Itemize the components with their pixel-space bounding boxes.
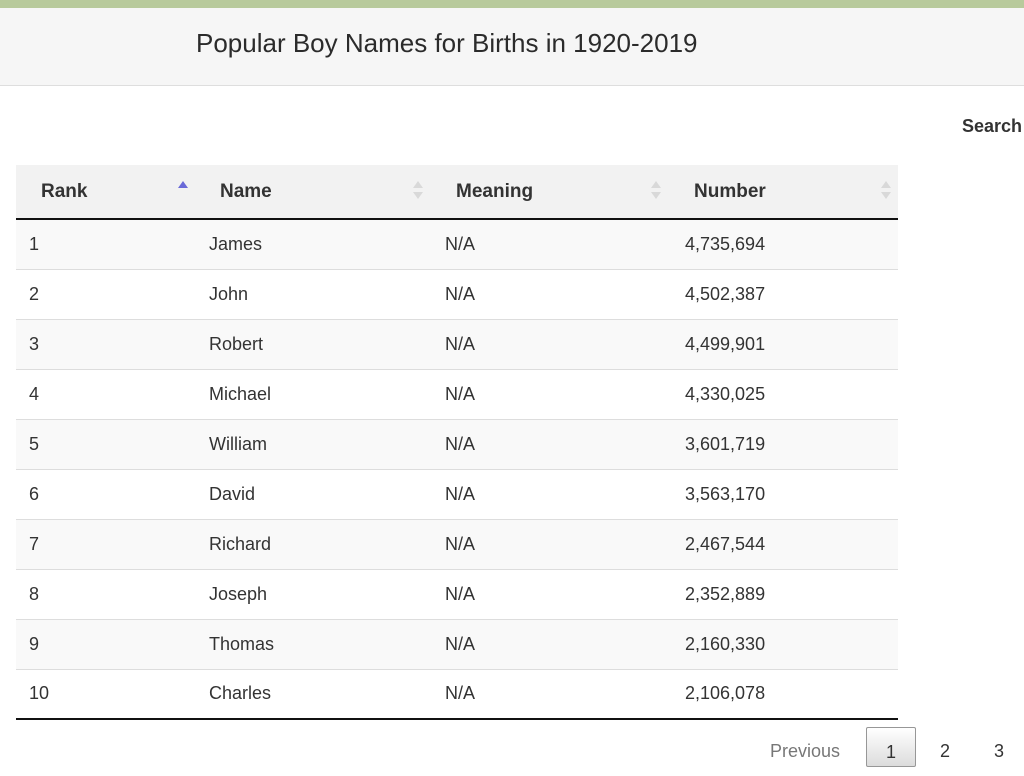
column-header-label: Rank xyxy=(41,181,88,202)
table-row xyxy=(16,619,898,669)
cell-name: Joseph xyxy=(209,583,268,604)
cell-rank: 10 xyxy=(29,683,50,704)
table-row xyxy=(16,219,898,269)
column-header-number[interactable] xyxy=(671,165,898,219)
names-table xyxy=(16,165,898,720)
cell-name: David xyxy=(209,483,256,504)
table-row xyxy=(16,519,898,569)
cell-name: William xyxy=(209,433,267,454)
cell-rank: 5 xyxy=(29,433,40,454)
cell-number: 3,563,170 xyxy=(685,483,766,504)
column-header-label: Number xyxy=(694,181,766,202)
page-3-button[interactable]: 3 xyxy=(994,741,1005,761)
table-row xyxy=(16,369,898,419)
page-1-button[interactable]: 1 xyxy=(866,727,916,767)
cell-name: Michael xyxy=(209,383,272,404)
cell-rank: 8 xyxy=(29,583,40,604)
cell-number: 2,467,544 xyxy=(685,533,766,554)
cell-rank: 3 xyxy=(29,333,40,354)
column-header-label: Name xyxy=(220,181,272,202)
previous-page-button[interactable]: Previous xyxy=(770,741,841,761)
sort-ascending-icon xyxy=(178,179,188,203)
sort-both-icon xyxy=(413,179,423,203)
table-row xyxy=(16,469,898,519)
table-row xyxy=(16,569,898,619)
pagination xyxy=(0,727,1024,763)
cell-name: James xyxy=(209,233,263,254)
cell-meaning: N/A xyxy=(445,583,476,604)
table-row xyxy=(16,319,898,369)
cell-number: 4,502,387 xyxy=(685,283,766,304)
cell-meaning: N/A xyxy=(445,233,476,254)
cell-rank: 9 xyxy=(29,633,40,654)
table-row xyxy=(16,419,898,469)
column-header-name[interactable] xyxy=(197,165,433,219)
cell-number: 4,330,025 xyxy=(685,383,766,404)
page-2-button[interactable]: 2 xyxy=(940,741,951,761)
column-header-rank[interactable] xyxy=(16,165,197,219)
cell-name: Robert xyxy=(209,333,264,354)
sort-both-icon xyxy=(881,179,891,203)
cell-rank: 1 xyxy=(29,233,40,254)
cell-number: 4,735,694 xyxy=(685,233,766,254)
cell-name: Charles xyxy=(209,683,272,704)
cell-meaning: N/A xyxy=(445,383,476,404)
cell-rank: 6 xyxy=(29,483,40,504)
cell-number: 3,601,719 xyxy=(685,433,766,454)
cell-rank: 4 xyxy=(29,383,40,404)
cell-meaning: N/A xyxy=(445,533,476,554)
cell-rank: 2 xyxy=(29,283,40,304)
cell-name: John xyxy=(209,283,249,304)
table-row xyxy=(16,269,898,319)
cell-number: 2,352,889 xyxy=(685,583,766,604)
cell-meaning: N/A xyxy=(445,433,476,454)
column-header-meaning[interactable] xyxy=(433,165,671,219)
cell-name: Richard xyxy=(209,533,272,554)
cell-meaning: N/A xyxy=(445,683,476,704)
cell-meaning: N/A xyxy=(445,483,476,504)
search-label: Search xyxy=(962,116,1023,136)
cell-meaning: N/A xyxy=(445,283,476,304)
column-header-label: Meaning xyxy=(456,181,534,202)
cell-meaning: N/A xyxy=(445,633,476,654)
cell-number: 2,106,078 xyxy=(685,683,766,704)
page-title: Popular Boy Names for Births in 1920-2019 xyxy=(196,28,698,58)
cell-rank: 7 xyxy=(29,533,40,554)
sort-both-icon xyxy=(651,179,661,203)
top-accent-strip xyxy=(0,0,1024,8)
cell-meaning: N/A xyxy=(445,333,476,354)
cell-number: 2,160,330 xyxy=(685,633,766,654)
table-header-row xyxy=(16,165,898,219)
cell-number: 4,499,901 xyxy=(685,333,766,354)
cell-name: Thomas xyxy=(209,633,275,654)
table-row xyxy=(16,669,898,719)
header-bar xyxy=(0,8,1024,86)
